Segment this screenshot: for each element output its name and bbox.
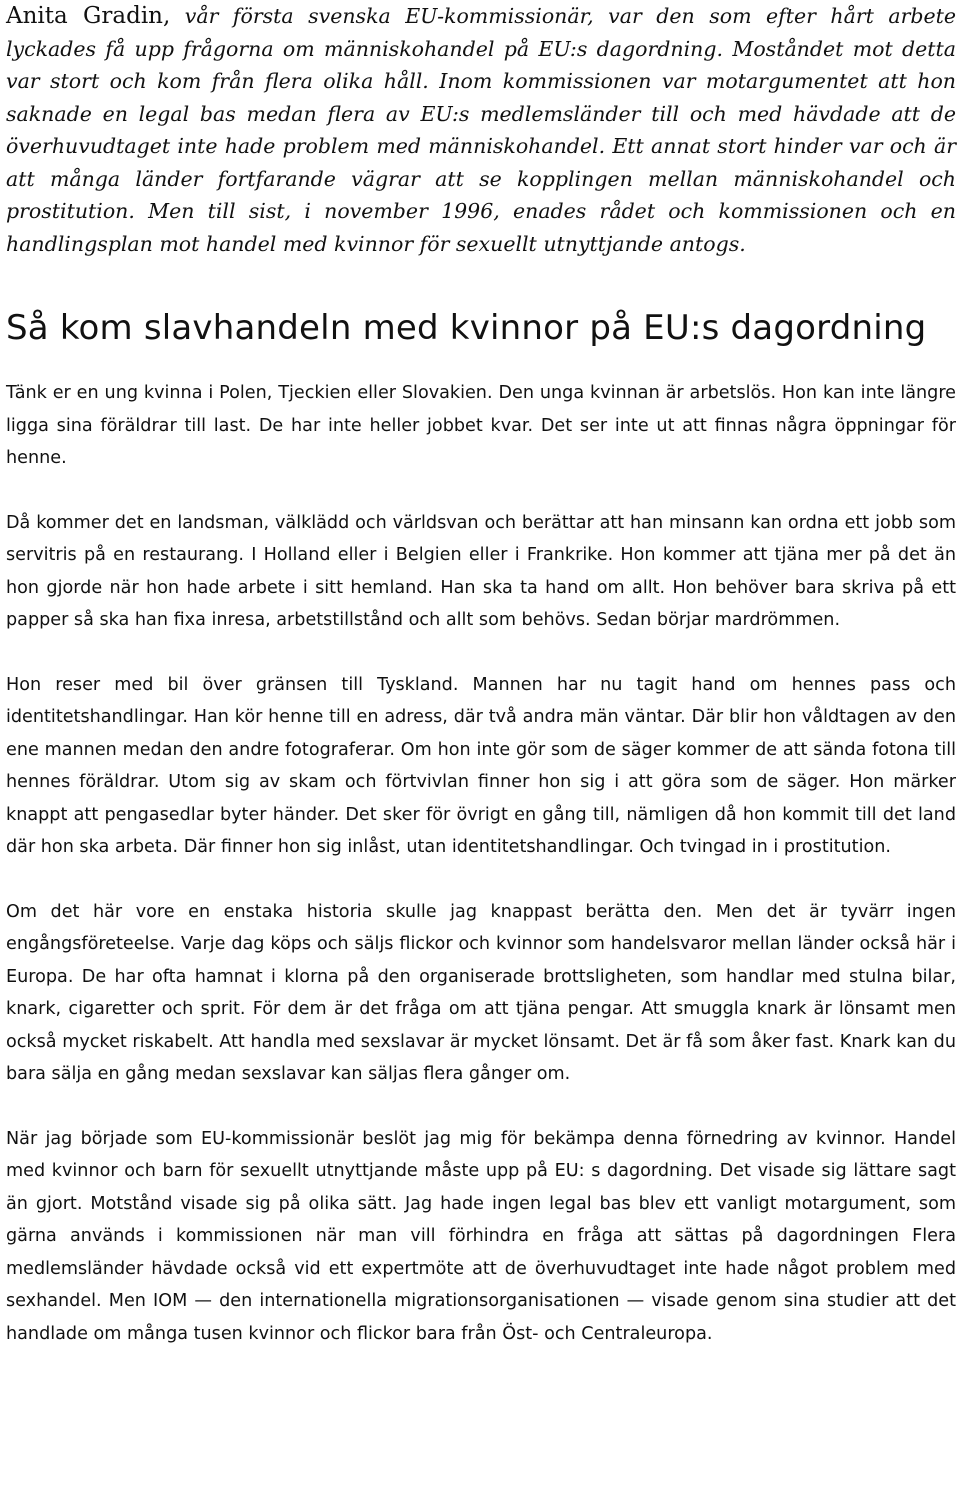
intro-text: vår första svenska EU-kommissionär, var den som efter hårt arbete lyckades få upp frågorna om människohandel på EU:s dagordning. Moståndet mot detta var stort och kom från flera olika håll. Inom kommissionen var motargumentet att hon saknade en legal bas medan flera av EU:s medlemsländer till och med hävdade att de överhuvudtaget inte hade problem med människohandel. Ett annat stort hinder var och är att många länder fortfarande vägrar att se kopplingen mellan människohandel och prostitution. Men till sist, i november 1996, enades rådet och kommissionen och en handlingsplan mot handel med kvinnor för sexuellt utnyttjande antogs.	[6, 4, 956, 256]
body-paragraph: När jag började som EU-kommissionär beslöt jag mig för bekämpa denna förnedring av kvinnor. Handel med kvinnor och barn för sexuellt utnyttjande måste upp på EU: s dagordning. Det visade sig lättare sagt än gjort. Motstånd visade sig på olika sätt. Jag hade ingen legal bas blev ett vanligt motargument, som gärna används i kommissionen när man vill förhindra en fråga att sättas på dagordningen Flera medlemsländer hävdade också vid ett expertmöte att de överhuvudtaget inte hade något problem med sexhandel. Men IOM — den internationella migrationsorganisationen — visade genom sina studier att det handlade om många tusen kvinnor och flickor bara från Öst- och Centraleuropa.	[6, 1128, 956, 1344]
body-paragraph: Hon reser med bil över gränsen till Tyskland. Mannen har nu tagit hand om hennes pass och identitetshandlingar. Han kör henne till en adress, där två andra män väntar. Där blir hon våldtagen av den ene mannen medan den andre fotograferar. Om hon inte gör som de säger kommer de att sända fotona till hennes föräldrar. Utom sig av skam och förtvivlan finner hon sig i att göra som de säger. Hon märker knappt att pengasedlar byter händer. Det sker för övrigt en gång till, nämligen då hon kommit till det land där hon ska arbeta. Där finner hon sig inlåst, utan identitetshandlingar. Och tvingad in i prostitution.	[6, 674, 956, 857]
author-name: Anita Gradin,	[6, 3, 171, 29]
section-heading: Så kom slavhandeln med kvinnor på EU:s dagordning	[6, 308, 927, 348]
intro-paragraph	[6, 0, 956, 260]
body-paragraph: Om det här vore en enstaka historia skulle jag knappast berätta den. Men det är tyvärr ingen engångsföreteelse. Varje dag köps och säljs flickor och kvinnor som handelsvaror mellan länder också här i Europa. De har ofta hamnat i klorna på den organiserade brottsligheten, som handlar med stulna bilar, knark, cigaretter och sprit. För dem är det fråga om att tjäna pengar. Att smuggla knark är lönsamt men också mycket riskabelt. Att handla med sexslavar är mycket lönsamt. Det är få som åker fast. Knark kan du bara sälja en gång medan sexslavar kan säljas flera gånger om.	[6, 901, 956, 1084]
body-paragraph: Då kommer det en landsman, välklädd och världsvan och berättar att han minsann kan ordna ett jobb som servitris på en restaurang. I Holland eller i Belgien eller i Frankrike. Hon kommer att tjäna mer på det än hon gjorde när hon hade arbete i sitt hemland. Han ska ta hand om allt. Hon behöver bara skriva på ett papper så ska han fixa inresa, arbetstillstånd och allt som behövs. Sedan börjar mardrömmen.	[6, 512, 956, 630]
body-paragraph: Tänk er en ung kvinna i Polen, Tjeckien eller Slovakien. Den unga kvinnan är arbetslös. Hon kan inte längre ligga sina föräldrar till last. De har inte heller jobbet kvar. Det ser inte ut att finnas några öppningar för henne.	[6, 383, 956, 468]
